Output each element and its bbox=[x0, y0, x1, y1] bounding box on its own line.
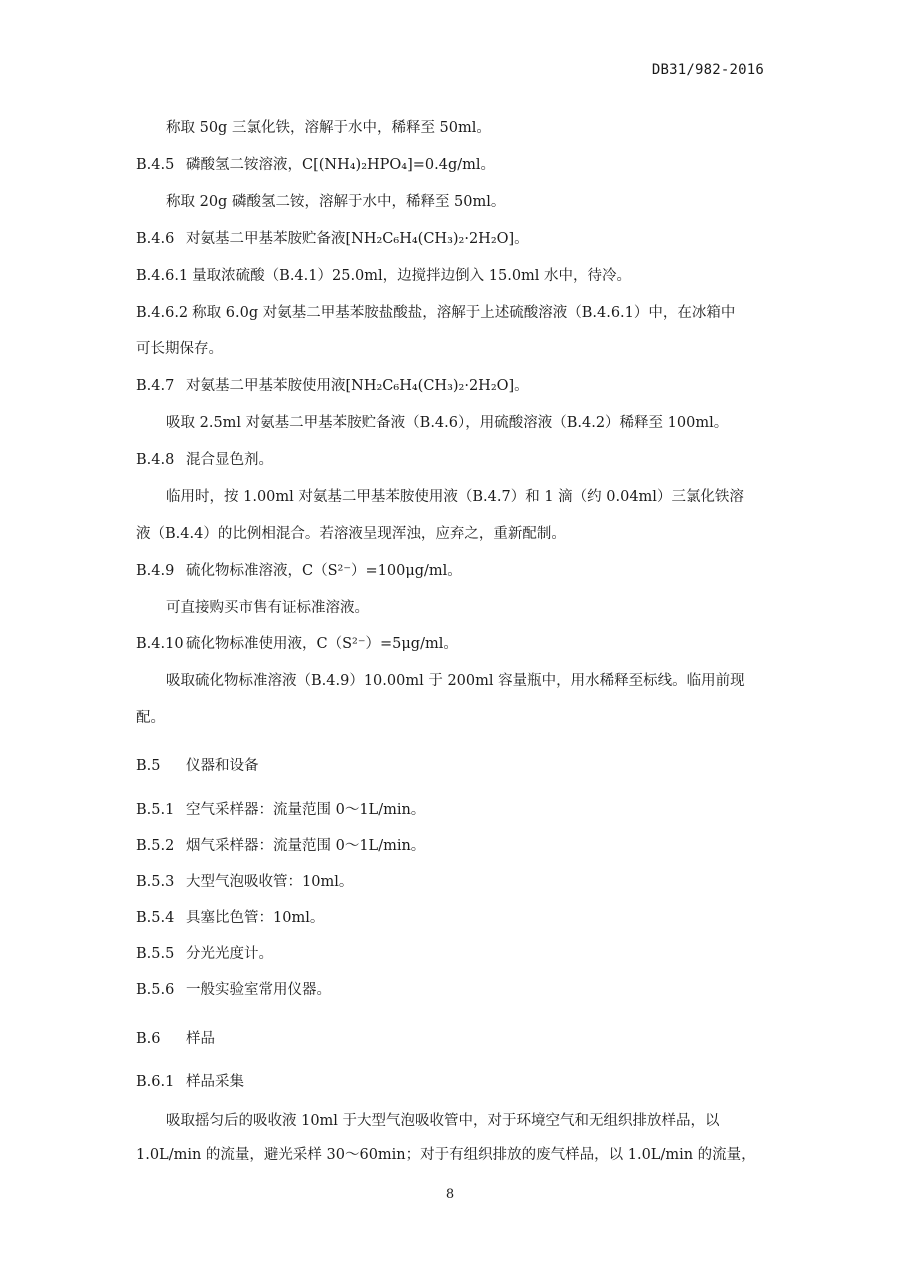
section-heading-b-4-7 bbox=[136, 376, 772, 396]
paragraph-line bbox=[136, 524, 772, 544]
line-text: 样品 bbox=[186, 1031, 215, 1047]
line-text: 称取 20g 磷酸氢二铵，溶解于水中，稀释至 50ml。 bbox=[166, 194, 506, 210]
section-heading-b-4-9 bbox=[136, 561, 772, 581]
section-heading-b-5-3 bbox=[136, 872, 772, 892]
section-heading-b-4-10 bbox=[136, 634, 772, 654]
line-text: 混合显色剂。 bbox=[186, 452, 273, 468]
section-heading-b-5-5 bbox=[136, 944, 772, 964]
section-number: B.4.6.2 bbox=[136, 305, 189, 321]
section-heading-b-4-6-2 bbox=[136, 303, 772, 323]
section-number: B.4.5 bbox=[136, 157, 175, 173]
paragraph-line bbox=[166, 487, 772, 507]
document-header-code: DB31/982-2016 bbox=[651, 62, 764, 78]
line-text: 烟气采样器：流量范围 0～1L/min。 bbox=[186, 838, 426, 854]
section-heading-b-5 bbox=[136, 756, 772, 776]
line-text: 分光光度计。 bbox=[186, 946, 273, 962]
line-text: 对氨基二甲基苯胺贮备液[NH₂C₆H₄(CH₃)₂·2H₂O]。 bbox=[186, 231, 529, 247]
line-text: 可长期保存。 bbox=[136, 341, 223, 357]
paragraph-line bbox=[166, 118, 772, 138]
section-number: B.5.5 bbox=[136, 946, 175, 962]
line-text: 量取浓硫酸（B.4.1）25.0ml，边搅拌边倒入 15.0ml 水中，待冷。 bbox=[192, 268, 632, 284]
line-text: 吸取摇匀后的吸收液 10ml 于大型气泡吸收管中，对于环境空气和无组织排放样品，以 bbox=[166, 1113, 720, 1129]
section-heading-b-5-6 bbox=[136, 980, 772, 1000]
paragraph-line bbox=[166, 671, 772, 691]
line-text: 液（B.4.4）的比例相混合。若溶液呈现浑浊，应弃之，重新配制。 bbox=[136, 526, 566, 542]
section-heading-b-5-1 bbox=[136, 800, 772, 820]
paragraph-line bbox=[136, 708, 772, 728]
line-text: 吸取硫化物标准溶液（B.4.9）10.00ml 于 200ml 容量瓶中，用水稀释至标线。临用前现 bbox=[166, 673, 745, 689]
line-text: 对氨基二甲基苯胺使用液[NH₂C₆H₄(CH₃)₂·2H₂O]。 bbox=[186, 378, 529, 394]
line-text: 可直接购买市售有证标准溶液。 bbox=[166, 600, 369, 616]
line-text: 硫化物标准使用液，C（S²⁻）=5μg/ml。 bbox=[186, 636, 458, 652]
line-text: 空气采样器：流量范围 0～1L/min。 bbox=[186, 802, 426, 818]
section-heading-b-4-5 bbox=[136, 155, 772, 175]
section-heading-b-4-6 bbox=[136, 229, 772, 249]
line-text: 大型气泡吸收管：10ml。 bbox=[186, 874, 354, 890]
line-text: 具塞比色管：10ml。 bbox=[186, 910, 325, 926]
paragraph-line bbox=[136, 1145, 772, 1165]
section-heading-b-4-6-1 bbox=[136, 266, 772, 286]
section-heading-b-5-2 bbox=[136, 836, 772, 856]
section-heading-b-5-4 bbox=[136, 908, 772, 928]
line-text: 临用时，按 1.00ml 对氨基二甲基苯胺使用液（B.4.7）和 1 滴（约 0.04ml）三氯化铁溶 bbox=[166, 489, 744, 505]
section-number: B.5 bbox=[136, 758, 161, 774]
section-number: B.4.7 bbox=[136, 378, 175, 394]
section-heading-b-6-1 bbox=[136, 1072, 772, 1092]
line-text: 配。 bbox=[136, 710, 165, 726]
section-number: B.5.2 bbox=[136, 838, 175, 854]
section-heading-b-4-8 bbox=[136, 450, 772, 470]
section-number: B.5.3 bbox=[136, 874, 175, 890]
section-number: B.4.10 bbox=[136, 636, 184, 652]
paragraph-line bbox=[136, 339, 772, 359]
section-number: B.4.8 bbox=[136, 452, 175, 468]
paragraph-line bbox=[166, 192, 772, 212]
paragraph-line bbox=[166, 1111, 772, 1131]
line-text: 一般实验室常用仪器。 bbox=[186, 982, 331, 998]
section-number: B.5.1 bbox=[136, 802, 175, 818]
section-heading-b-6 bbox=[136, 1029, 772, 1049]
paragraph-line bbox=[166, 413, 772, 433]
paragraph-line bbox=[166, 598, 772, 618]
section-number: B.4.6.1 bbox=[136, 268, 189, 284]
line-text: 磷酸氢二铵溶液，C[(NH₄)₂HPO₄]=0.4g/ml。 bbox=[186, 157, 496, 173]
page-number: 8 bbox=[445, 1187, 455, 1202]
section-number: B.4.6 bbox=[136, 231, 175, 247]
line-text: 仪器和设备 bbox=[186, 758, 259, 774]
section-number: B.5.4 bbox=[136, 910, 175, 926]
section-number: B.5.6 bbox=[136, 982, 175, 998]
line-text: 1.0L/min 的流量，避光采样 30～60min；对于有组织排放的废气样品，以 1.0L/min 的流量， bbox=[136, 1147, 756, 1163]
line-text: 吸取 2.5ml 对氨基二甲基苯胺贮备液（B.4.6），用硫酸溶液（B.4.2）稀释至 100ml。 bbox=[166, 415, 729, 431]
line-text: 样品采集 bbox=[186, 1074, 244, 1090]
line-text: 称取 50g 三氯化铁，溶解于水中，稀释至 50ml。 bbox=[166, 120, 491, 136]
line-text: 硫化物标准溶液，C（S²⁻）=100μg/ml。 bbox=[186, 563, 462, 579]
section-number: B.4.9 bbox=[136, 563, 175, 579]
section-number: B.6 bbox=[136, 1031, 161, 1047]
section-number: B.6.1 bbox=[136, 1074, 175, 1090]
line-text: 称取 6.0g 对氨基二甲基苯胺盐酸盐，溶解于上述硫酸溶液（B.4.6.1）中，在冰箱中 bbox=[192, 305, 736, 321]
